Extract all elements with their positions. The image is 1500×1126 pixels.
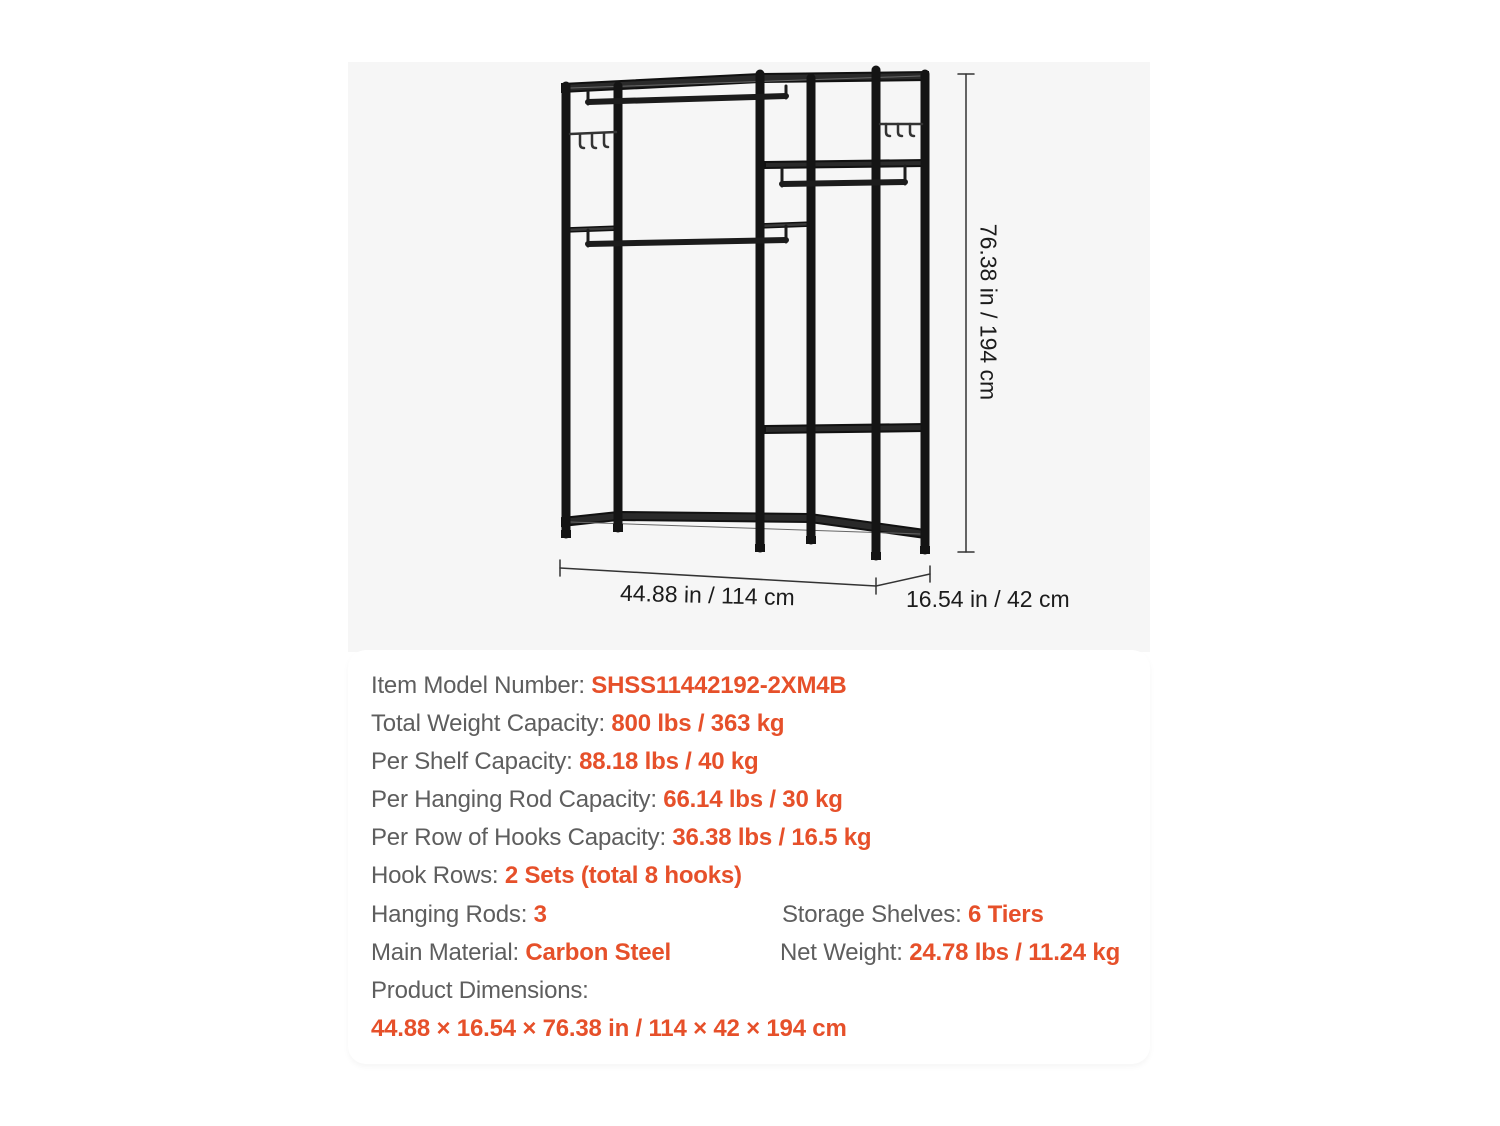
hook-row-right <box>880 124 922 136</box>
spec-value: 44.88 × 16.54 × 76.38 in / 114 × 42 × 194 cm <box>371 1015 847 1042</box>
spec-value: 6 Tiers <box>968 901 1044 928</box>
spec-label: Product Dimensions: <box>371 977 589 1004</box>
spec-label: Per Shelf Capacity: <box>371 748 580 775</box>
spec-value: SHSS11442192-2XM4B <box>591 672 847 699</box>
rack-posts <box>566 70 925 556</box>
depth-dimension-label: 16.54 in / 42 cm <box>906 586 1070 612</box>
spec-main-material <box>371 939 671 967</box>
spec-value: 2 Sets (total 8 hooks) <box>504 862 742 889</box>
spec-value: 88.18 lbs / 40 kg <box>579 748 759 775</box>
spec-value: 66.14 lbs / 30 kg <box>663 786 843 813</box>
spec-hook-rows <box>371 862 742 890</box>
spec-total-capacity <box>371 710 784 738</box>
spec-label: Main Material: <box>371 939 526 966</box>
spec-product-dimensions-value <box>371 1015 847 1043</box>
spec-value: 36.38 lbs / 16.5 kg <box>672 824 872 851</box>
spec-value: 24.78 lbs / 11.24 kg <box>909 939 1121 966</box>
spec-label: Per Hanging Rod Capacity: <box>371 786 664 813</box>
spec-value: 800 lbs / 363 kg <box>611 710 785 737</box>
spec-label: Net Weight: <box>780 939 910 966</box>
spec-net-weight <box>780 939 1120 967</box>
height-dimension-label: 76.38 in / 194 cm <box>975 223 1002 401</box>
spec-label: Per Row of Hooks Capacity: <box>371 824 673 851</box>
spec-hanging-rods <box>371 901 547 929</box>
right-mid-shelf <box>765 160 925 168</box>
spec-hooks-capacity <box>371 824 871 852</box>
right-lower-shelf <box>765 424 925 433</box>
spec-rod-capacity <box>371 786 843 814</box>
spec-value: 3 <box>533 901 547 928</box>
spec-label: Hook Rows: <box>371 862 505 889</box>
hook-row-left <box>570 132 616 148</box>
spec-product-dimensions-label <box>371 977 589 1005</box>
spec-storage-shelves <box>782 901 1044 929</box>
spec-label: Hanging Rods: <box>371 901 534 928</box>
spec-model-number <box>371 672 847 700</box>
hanging-rods <box>588 96 905 244</box>
spec-label: Item Model Number: <box>371 672 592 699</box>
spec-label: Storage Shelves: <box>782 901 969 928</box>
spec-shelf-capacity <box>371 748 759 776</box>
width-dimension-label: 44.88 in / 114 cm <box>619 579 796 611</box>
spec-value: Carbon Steel <box>525 939 672 966</box>
spec-label: Total Weight Capacity: <box>371 710 612 737</box>
